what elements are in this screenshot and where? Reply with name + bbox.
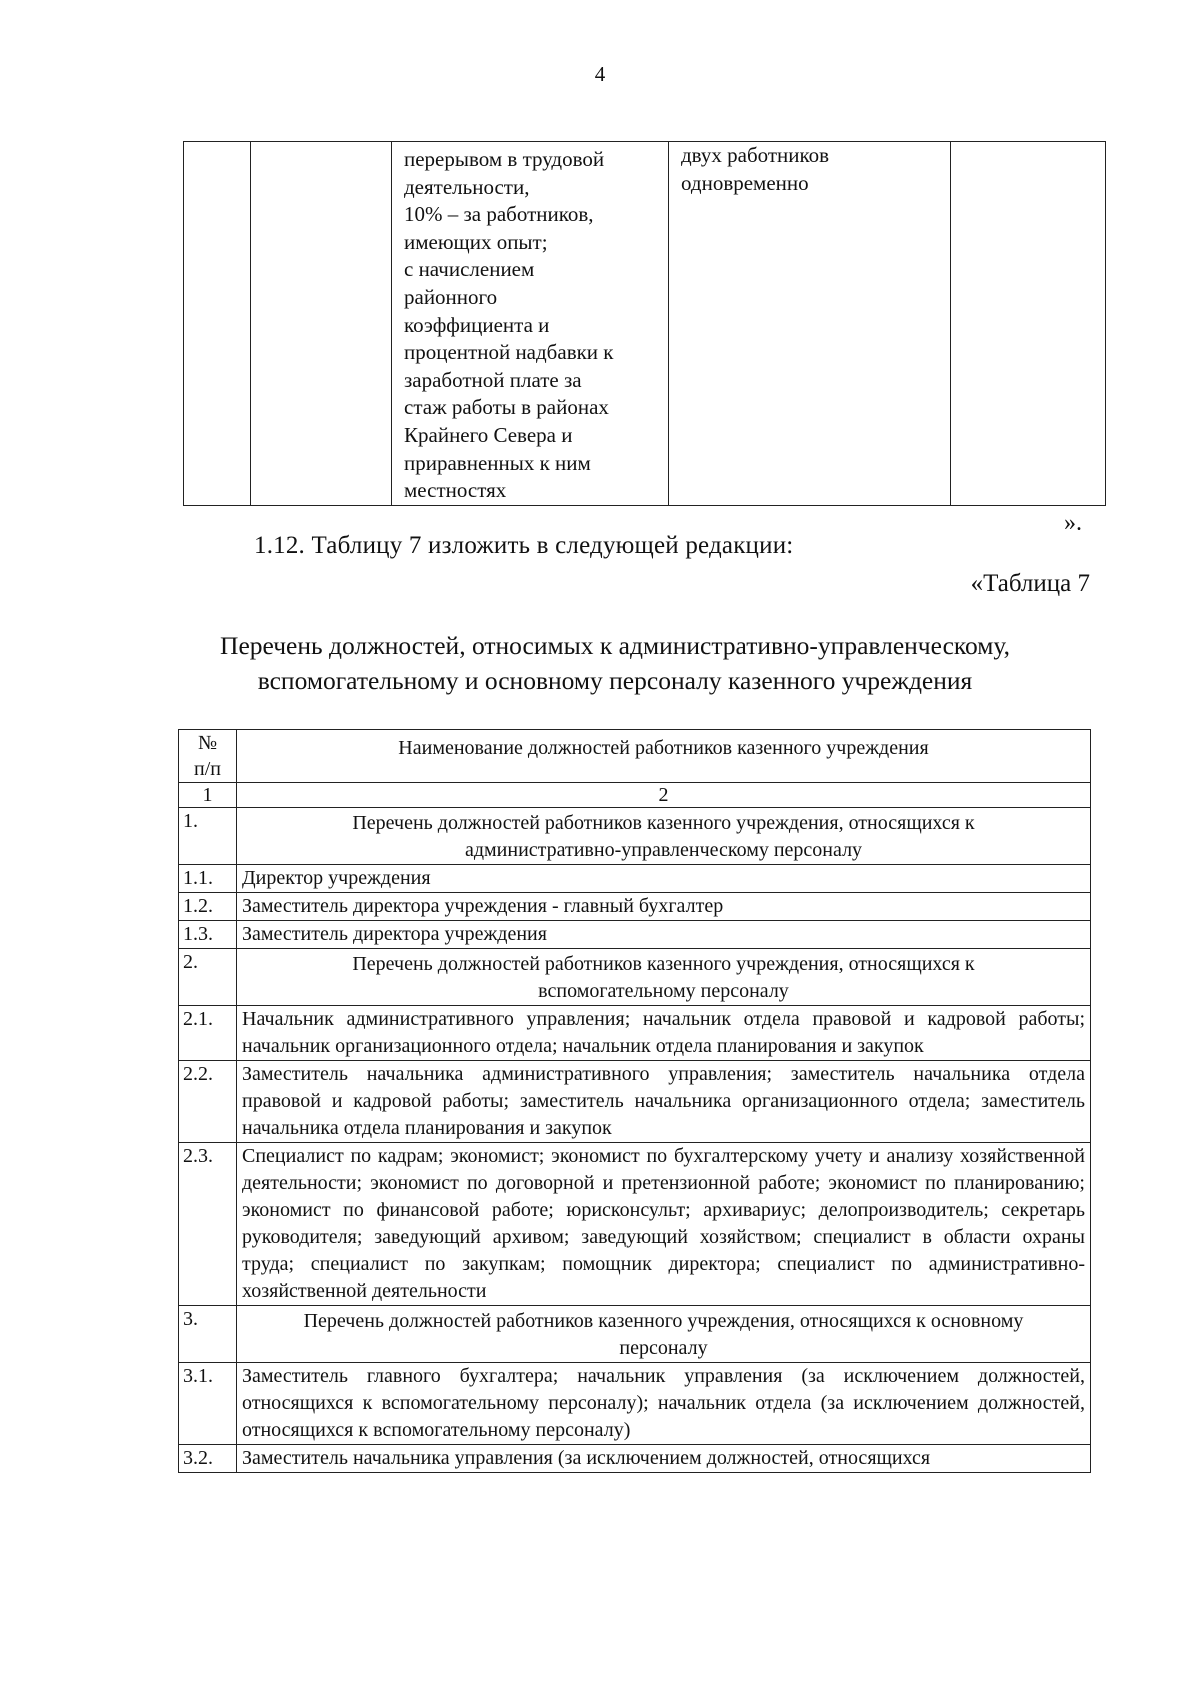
closing-quote: ».	[1064, 510, 1082, 536]
table-row	[179, 1363, 1091, 1445]
section-row	[179, 949, 1091, 1006]
table-row	[184, 142, 1106, 506]
table-row	[179, 1445, 1091, 1473]
section-title: Перечень должностей работников казенного учреждения, относящихся к административно-управленческому персоналу	[237, 808, 1091, 865]
row-number: 2.2.	[179, 1061, 237, 1143]
column-number: 1	[179, 783, 237, 808]
row-number: 2.3.	[179, 1143, 237, 1306]
header-number: № п/п	[179, 730, 237, 783]
table-cell-note	[669, 142, 951, 506]
position-names: Заместитель начальника управления (за исключением должностей, относящихся	[237, 1445, 1091, 1473]
row-number: 2.	[179, 949, 237, 1006]
table-cell-empty	[184, 142, 251, 506]
position-names: Заместитель директора учреждения - главный бухгалтер	[237, 893, 1091, 921]
row-number: 3.	[179, 1306, 237, 1363]
table-cell-empty	[251, 142, 392, 506]
position-names: Заместитель начальника административного управления; заместитель начальника отдела правовой и кадровой работы; заместитель начальника организационного отдела; заместитель начальника отдела планирования и закупок	[237, 1061, 1091, 1143]
note-text: двух работников одновременно	[681, 143, 830, 195]
section-title: Перечень должностей работников казенного учреждения, относящихся к вспомогательному персоналу	[237, 949, 1091, 1006]
column-number: 2	[237, 783, 1091, 808]
column-number-row	[179, 783, 1091, 808]
position-names: Директор учреждения	[237, 865, 1091, 893]
section-title: Перечень должностей работников казенного учреждения, относящихся к основному персоналу	[237, 1306, 1091, 1363]
table-cell-empty	[951, 142, 1106, 506]
table-row	[179, 865, 1091, 893]
position-names: Заместитель главного бухгалтера; начальник управления (за исключением должностей, относящихся к вспомогательному персоналу); начальник отдела (за исключением должностей, относящихся к вспомогательному персоналу)	[237, 1363, 1091, 1445]
position-names: Заместитель директора учреждения	[237, 921, 1091, 949]
row-number: 1.	[179, 808, 237, 865]
table-cell-condition	[392, 142, 669, 506]
positions-table	[178, 729, 1091, 1473]
row-number: 3.2.	[179, 1445, 237, 1473]
row-number: 3.1.	[179, 1363, 237, 1445]
row-number: 1.3.	[179, 921, 237, 949]
table-row	[179, 1143, 1091, 1306]
table-row	[179, 893, 1091, 921]
row-number: 1.1.	[179, 865, 237, 893]
position-names: Начальник административного управления; начальник отдела правовой и кадровой работы; начальник организационного отдела; начальник отдела планирования и закупок	[237, 1006, 1091, 1061]
header-position-name: Наименование должностей работников казенного учреждения	[237, 730, 1091, 783]
row-number: 2.1.	[179, 1006, 237, 1061]
amendment-instruction: 1.12. Таблицу 7 изложить в следующей редакции:	[254, 532, 794, 559]
table-label: «Таблица 7	[970, 570, 1090, 597]
row-number: 1.2.	[179, 893, 237, 921]
table-row	[179, 1061, 1091, 1143]
table-heading: Перечень должностей, относимых к административно-управленческому, вспомогательному и основному персоналу казенного учреждения	[220, 631, 1010, 695]
table-row	[179, 921, 1091, 949]
condition-text: перерывом в трудовой деятельности, 10% – за работников, имеющих опыт; с начислением районного коэффициента и процентной надбавки к заработной плате за стаж работы в районах Крайнего Севера и приравненных к ним местностях	[404, 147, 614, 503]
continuation-table	[183, 141, 1106, 506]
section-row	[179, 1306, 1091, 1363]
position-names: Специалист по кадрам; экономист; экономист по бухгалтерскому учету и анализу хозяйственной деятельности; экономист по договорной и претензионной работе; экономист по планированию; экономист по финансовой работе; юрисконсульт; архивариус; делопроизводитель; секретарь руководителя; заведующий архивом; заведующий хозяйством; специалист в области охраны труда; специалист по закупкам; помощник директора; специалист по административно-хозяйственной деятельности	[237, 1143, 1091, 1306]
section-row	[179, 808, 1091, 865]
page-number: 4	[594, 62, 606, 86]
table-header-row	[179, 730, 1091, 783]
table-row	[179, 1006, 1091, 1061]
